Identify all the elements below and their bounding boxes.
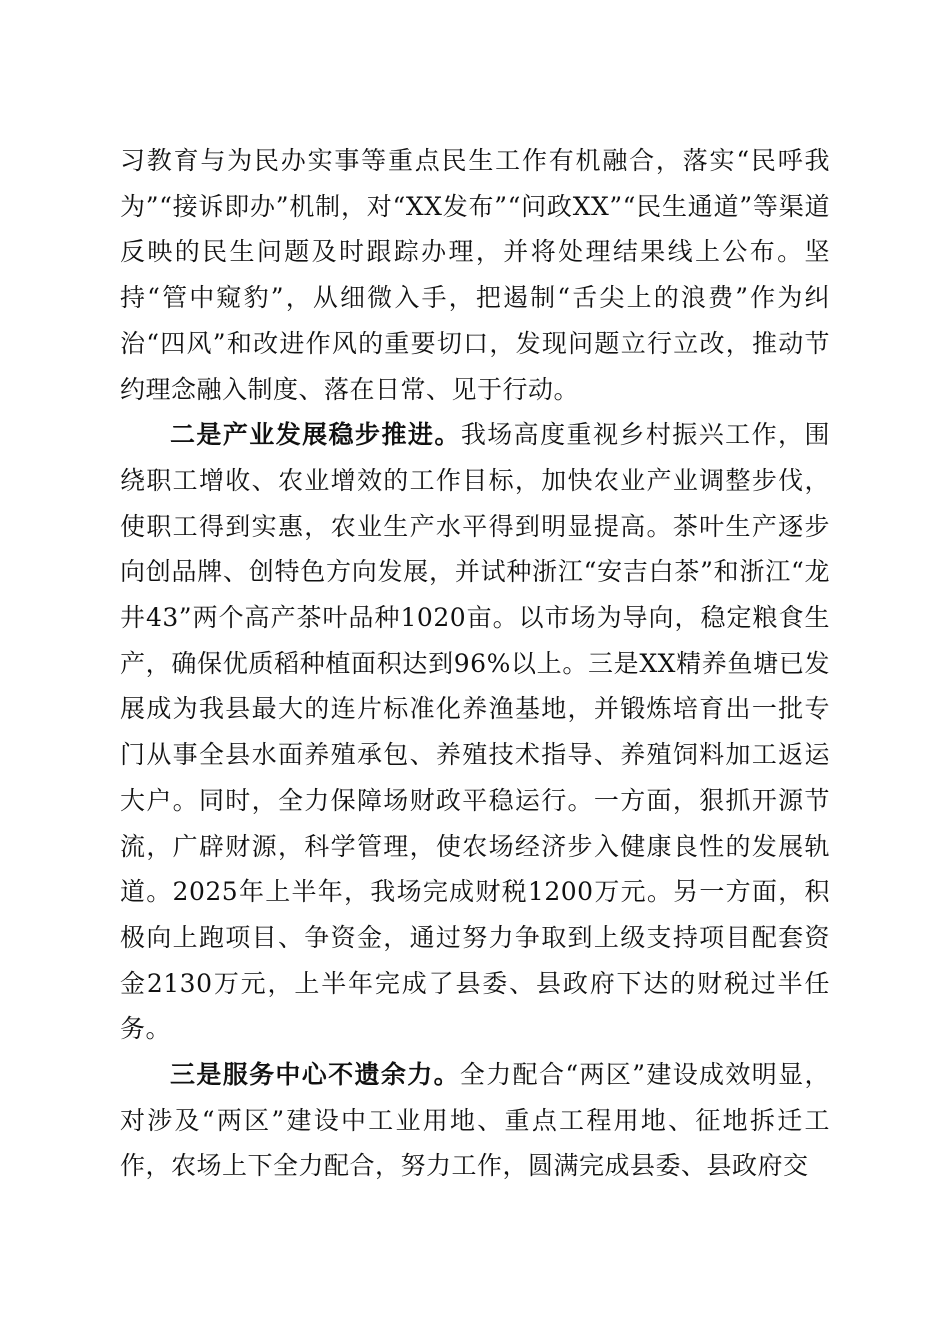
paragraph-3-text: 全力配合“两区”建设成效明显，对涉及“两区”建设中工业用地、重点工程用地、征地拆迁工作，农场上下全力配合，努力工作，圆满完成县委、县政府交 (120, 1060, 830, 1181)
paragraph-2-text: 我场高度重视乡村振兴工作，围绕职工增收、农业增效的工作目标，加快农业产业调整步伐，使职工得到实惠，农业生产水平得到明显提高。茶叶生产逐步向创品牌、创特色方向发展，并试种浙江“安吉白茶”和浙江“龙井43”两个高产茶叶品种1020亩。以市场为导向，稳定粮食生产，确保优质稻种植面积达到96%以上。三是XX精养鱼塘已发展成为我县最大的连片标准化养渔基地，并锻炼培育出一批专门从事全县水面养殖承包、养殖技术指导、养殖饲料加工返运大户。同时，全力保障场财政平稳运行。一方面，狠抓开源节流，广辟财源，科学管理，使农场经济步入健康良性的发展轨道。2025年上半年，我场完成财税1200万元。另一方面，积极向上跑项目、争资金，通过努力争取到上级支持项目配套资金2130万元，上半年完成了县委、县政府下达的财税过半任务。 (120, 420, 830, 1044)
paragraph-1-text: 习教育与为民办实事等重点民生工作有机融合，落实“民呼我为”“接诉即办”机制，对“XX发布”“问政XX”“民生通道”等渠道反映的民生问题及时跟踪办理，并将处理结果线上公布。坚持“管中窥豹”，从细微入手，把遏制“舌尖上的浪费”作为纠治“四风”和改进作风的重要切口，发现问题立行立改，推动节约理念融入制度、落在日常、见于行动。 (120, 146, 830, 404)
paragraph-3 (120, 1052, 830, 1189)
paragraph-2-lead: 二是产业发展稳步推进。 (170, 420, 461, 450)
document-page (120, 138, 830, 1189)
paragraph-3-lead: 三是服务中心不遗余力。 (170, 1060, 460, 1090)
paragraph-2 (120, 412, 830, 1052)
paragraph-1 (120, 138, 830, 412)
